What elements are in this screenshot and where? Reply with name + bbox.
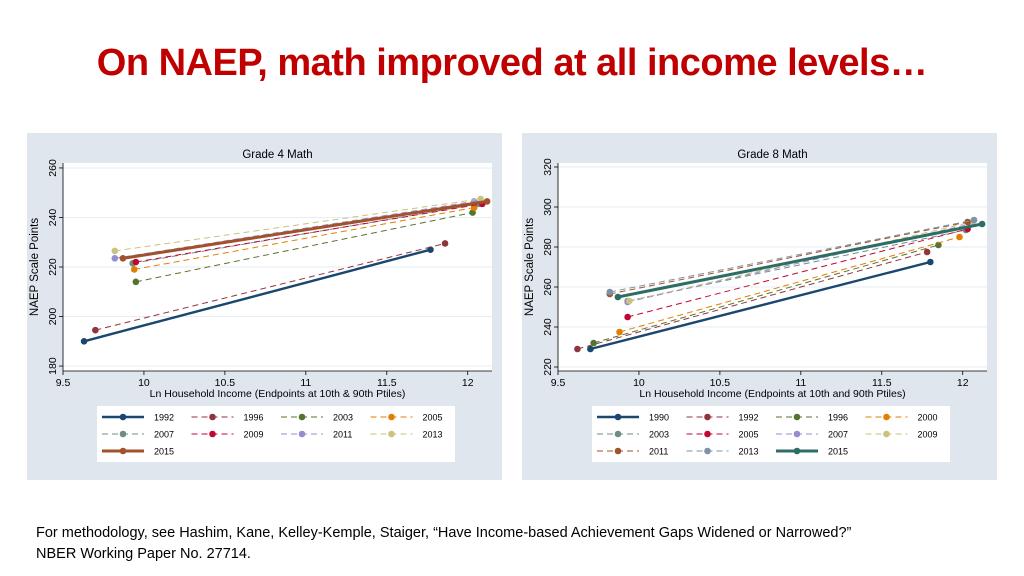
legend-swatch-marker <box>388 431 395 438</box>
legend-label: 2011 <box>649 446 669 457</box>
legend-swatch-marker <box>704 431 711 438</box>
data-point <box>442 240 449 247</box>
x-tick-label: 9.5 <box>55 377 71 389</box>
legend-swatch-marker <box>615 448 622 455</box>
legend-swatch-marker <box>120 414 127 421</box>
data-point <box>484 198 491 205</box>
legend-label: 1996 <box>243 412 264 423</box>
x-tick-label: 11 <box>795 377 807 389</box>
data-point <box>927 259 934 266</box>
legend-swatch-marker <box>704 448 711 455</box>
chart-title: Grade 4 Math <box>242 149 313 161</box>
legend-swatch-marker <box>209 414 216 421</box>
grade8-chart-panel <box>522 133 997 480</box>
data-point <box>131 266 138 273</box>
legend-swatch-marker <box>794 414 801 421</box>
y-tick-label: 220 <box>542 358 554 376</box>
y-tick-label: 260 <box>47 159 59 177</box>
y-tick-label: 220 <box>47 258 59 276</box>
data-point <box>120 255 127 262</box>
y-tick-label: 240 <box>47 208 59 227</box>
data-point <box>626 298 633 305</box>
x-tick-label: 10 <box>633 377 645 389</box>
legend-label: 2015 <box>828 446 849 457</box>
legend-swatch-marker <box>794 448 801 455</box>
x-axis-label: Ln Household Income (Endpoints at 10th and 90th Ptiles) <box>639 388 906 400</box>
x-tick-label: 12 <box>956 377 969 389</box>
legend-swatch-marker <box>615 414 622 421</box>
data-point <box>607 289 614 296</box>
x-tick-label: 10.5 <box>709 377 731 389</box>
legend-label: 1992 <box>154 412 175 423</box>
legend-label: 2007 <box>828 429 849 440</box>
y-axis-label: NAEP Scale Points <box>524 217 536 317</box>
legend-swatch-marker <box>209 431 216 438</box>
y-tick-label: 180 <box>47 357 59 375</box>
grade8-chart <box>522 133 997 480</box>
x-tick-label: 10.5 <box>214 377 236 389</box>
y-tick-label: 300 <box>542 198 554 216</box>
legend-label: 2011 <box>333 429 353 440</box>
y-tick-label: 240 <box>542 318 554 336</box>
y-tick-label: 320 <box>542 158 554 176</box>
data-point <box>979 221 986 228</box>
x-tick-label: 12 <box>461 377 474 389</box>
data-point <box>92 327 99 334</box>
legend-label: 2013 <box>738 446 759 457</box>
legend-swatch-marker <box>615 431 622 438</box>
legend-label: 2009 <box>243 429 264 440</box>
y-tick-label: 260 <box>542 278 554 296</box>
legend-label: 2000 <box>917 412 938 423</box>
data-point <box>133 259 140 266</box>
legend-label: 2005 <box>422 412 443 423</box>
data-point <box>971 217 978 224</box>
legend-swatch-marker <box>794 431 801 438</box>
legend-swatch-marker <box>299 431 306 438</box>
data-point <box>587 346 594 353</box>
legend-swatch-marker <box>299 414 306 421</box>
grade4-chart <box>27 133 502 480</box>
y-tick-label: 200 <box>47 307 59 326</box>
legend-swatch-marker <box>120 448 127 455</box>
legend-swatch-marker <box>883 414 890 421</box>
legend <box>592 406 950 462</box>
legend-label: 2007 <box>154 429 175 440</box>
footnote <box>36 523 996 565</box>
data-point <box>112 255 119 262</box>
legend-label: 2003 <box>333 412 354 423</box>
data-point <box>133 279 140 286</box>
legend-label: 1990 <box>649 412 670 423</box>
grade4-chart-panel <box>27 133 502 480</box>
data-point <box>590 340 597 347</box>
x-tick-label: 10 <box>138 377 150 389</box>
legend-label: 2009 <box>917 429 938 440</box>
x-tick-label: 9.5 <box>550 377 566 389</box>
data-point <box>81 338 88 345</box>
chart-title: Grade 8 Math <box>737 149 808 161</box>
legend-swatch-marker <box>120 431 127 438</box>
footnote-line-1: For methodology, see Hashim, Kane, Kelley-Kemple, Staiger, “Have Income-based Achievement Gaps Widened or Narrowed?” <box>36 525 852 541</box>
data-point <box>615 294 622 301</box>
y-axis-label: NAEP Scale Points <box>29 217 41 317</box>
legend-label: 2003 <box>649 429 670 440</box>
legend-label: 1992 <box>738 412 759 423</box>
data-point <box>574 346 581 353</box>
legend <box>97 406 455 462</box>
data-point <box>112 248 119 255</box>
legend-label: 2015 <box>154 446 175 457</box>
x-tick-label: 11.5 <box>871 377 892 389</box>
data-point <box>624 314 631 321</box>
data-point <box>956 234 963 241</box>
legend-label: 2005 <box>738 429 759 440</box>
legend-swatch-marker <box>883 431 890 438</box>
legend-swatch-marker <box>704 414 711 421</box>
slide-title: On NAEP, math improved at all income levels… <box>96 42 928 84</box>
data-point <box>924 249 931 256</box>
x-tick-label: 11 <box>300 377 312 389</box>
legend-label: 1996 <box>828 412 849 423</box>
legend-swatch-marker <box>388 414 395 421</box>
footnote-line-2: NBER Working Paper No. 27714. <box>36 546 251 562</box>
y-tick-label: 280 <box>542 238 554 256</box>
x-axis-label: Ln Household Income (Endpoints at 10th & 90th Ptiles) <box>149 388 406 400</box>
legend-label: 2013 <box>422 429 443 440</box>
data-point <box>616 329 623 336</box>
x-tick-label: 11.5 <box>376 377 397 389</box>
